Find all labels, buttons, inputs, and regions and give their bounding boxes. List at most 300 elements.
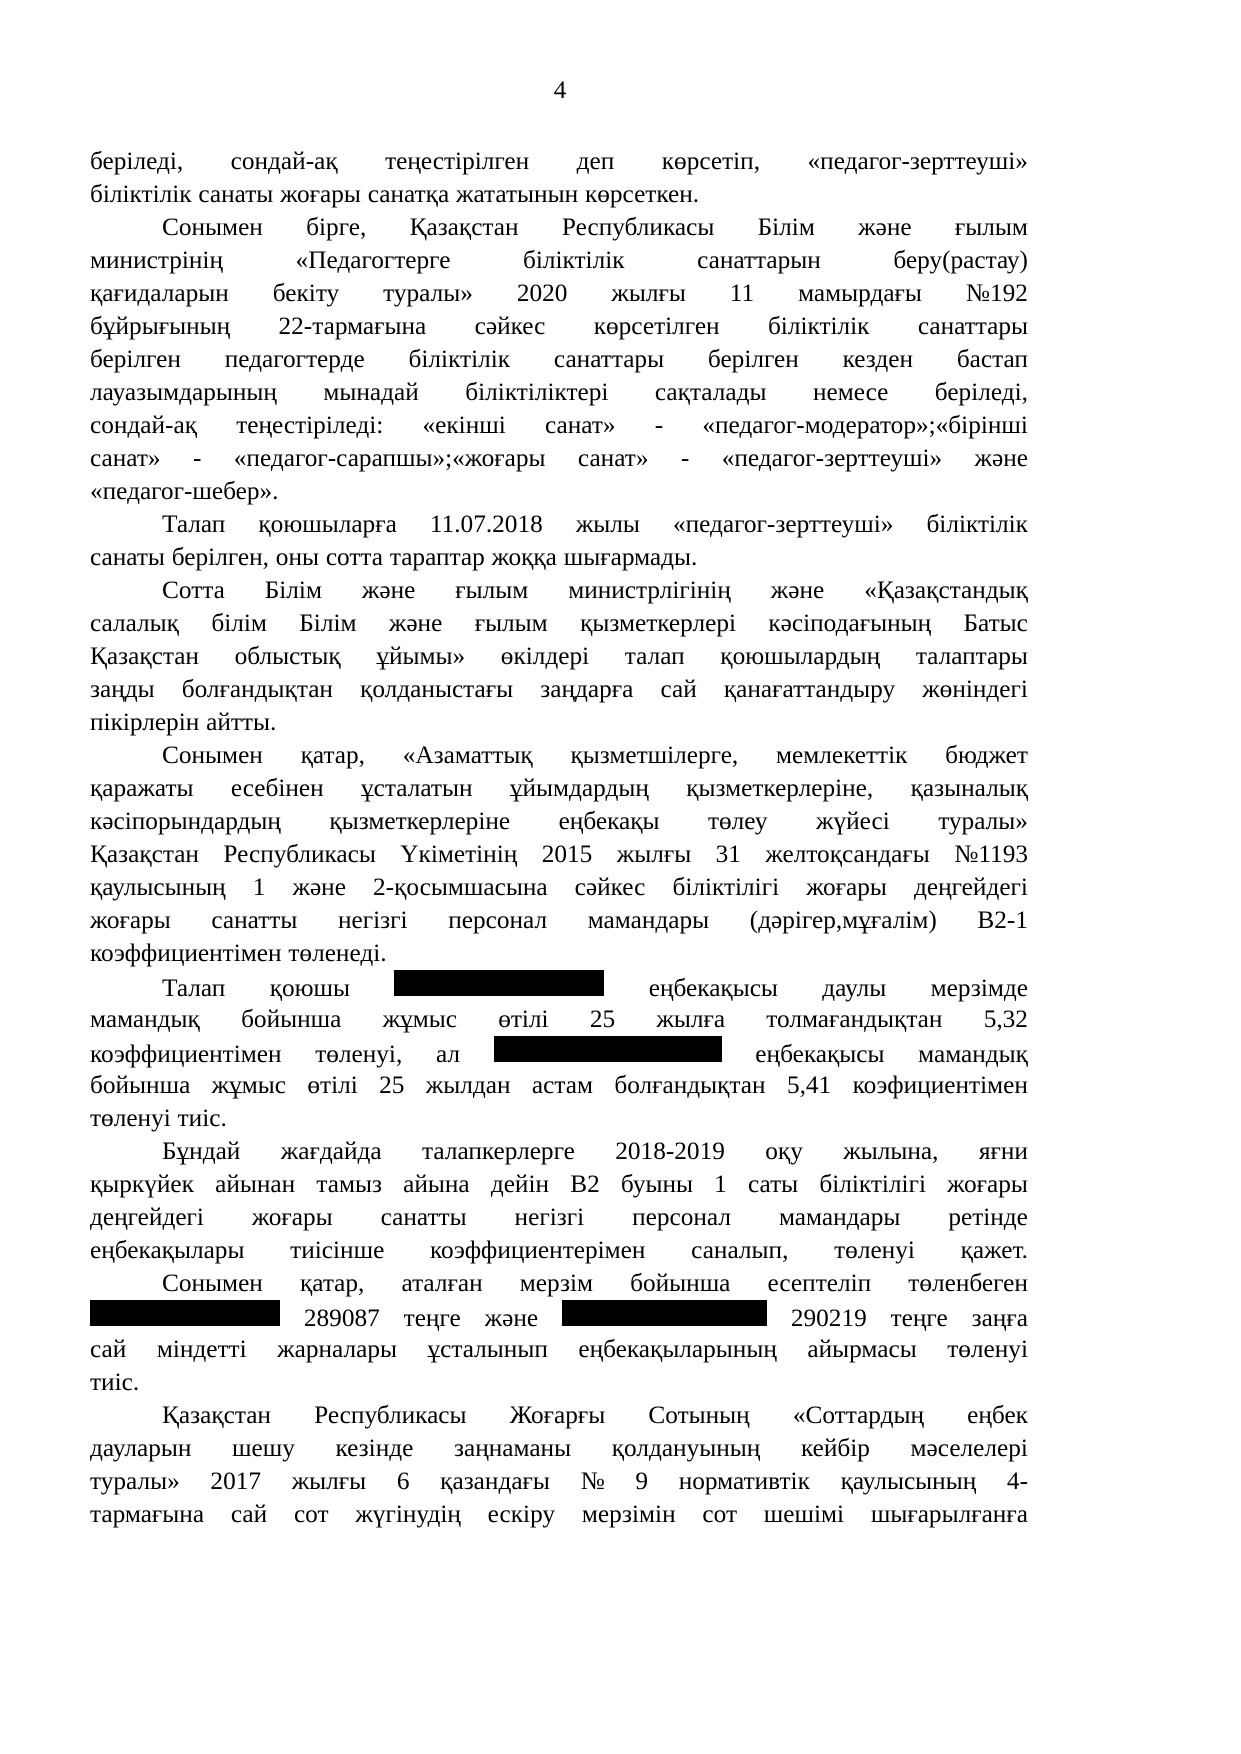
text-line [90,1003,1028,1036]
word: еңбекақыларының [578,1335,777,1363]
word: жылы [575,510,640,538]
word: біліктілік [408,345,511,373]
word: талапкерлерге [422,1137,575,1165]
text-line [90,904,1028,937]
text-line [90,145,1028,178]
word: қоюшылардың [720,642,881,670]
word: қоюшыларға [258,510,397,538]
word: санат» [544,411,616,439]
word: талаптары [915,642,1028,670]
word: өкілдері [500,642,590,670]
text-line [90,607,1028,640]
word: дауларын [90,1434,192,1462]
word: төленуі [947,1335,1028,1363]
word: ғылым [455,576,529,604]
word: персонал [448,906,548,934]
word: аталған [401,1269,483,1297]
text-line [90,706,1028,739]
word: жоғары [251,1203,333,1231]
word: ұсталынып [427,1335,548,1363]
word: персонал [632,1203,731,1231]
word: санат» [577,444,649,472]
word: Қазақстан [409,213,519,241]
word: Бұндай [162,1137,241,1165]
word: мынадай [323,378,419,406]
word: біліктіліктері [465,378,609,406]
word: «Педагогтерге [295,246,451,274]
word: мамандық [90,1005,200,1033]
word: төленеді. [288,939,387,967]
word: 2018-2019 [615,1137,725,1165]
word: заңдарға [540,675,634,703]
word: бастап [956,345,1028,373]
text-line [90,1300,1028,1333]
text-line [90,1102,1028,1135]
word: сақталады [654,378,767,406]
word: негізгі [337,906,408,934]
word: мәселелері [910,1434,1028,1462]
word: ескіру [487,1500,556,1528]
word: ал [435,1040,461,1068]
word: 5,32 [983,1005,1028,1033]
word: көрсеткен. [584,180,700,208]
word: тармағына [90,1500,205,1528]
word: Батыс [963,609,1028,637]
word: жылдан [425,1071,511,1099]
word: төленбеген [908,1269,1028,1297]
word: сәйкес [574,873,646,901]
redacted-name [562,1300,767,1326]
word: 25 [379,1071,405,1099]
word: сондай-ақ [90,411,197,439]
word: Республикасы [561,213,715,241]
text-line [90,1234,1028,1267]
word: жарналары [277,1335,397,1363]
word: қатар, [299,1269,365,1297]
text-line [90,1432,1028,1465]
word: мерзімде [930,974,1028,1002]
word: 2017 [210,1467,262,1495]
page-number: 4 [553,77,567,104]
text-line [90,376,1028,409]
word: санаты [198,180,274,208]
word: айтты. [206,708,277,736]
word: бойынша [241,1005,342,1033]
word: дейін [490,1170,550,1198]
word: Қазақстан [90,642,199,670]
word: жүйесі [815,807,890,835]
word: біліктілік [926,510,1028,538]
word: заңды [90,675,155,703]
word: мамандары [778,1203,901,1231]
word: кезінде [335,1434,414,1462]
word: 1 [714,1170,727,1198]
word: тиіс. [90,1368,140,1396]
word: тиіс. [177,1104,227,1132]
word: толмағандықтан [766,1005,943,1033]
word: қазандағы [440,1467,550,1495]
word: 11 [729,279,755,307]
word: өтілі [498,1005,549,1033]
word: санаттары [917,312,1028,340]
word: Білім [264,576,322,604]
word: болғандықтан [614,1071,766,1099]
word: біліктілік [90,180,192,208]
word: ұйымдардың [509,774,649,802]
word: және [770,576,825,604]
word: Сотта [162,576,225,604]
word: және [361,576,416,604]
word: біліктілік [522,246,625,274]
word: жоққа [491,543,557,571]
redacted-name [90,1300,280,1326]
word: Талап [162,974,226,1002]
word: төленуі [90,1104,171,1132]
word: «педагог-шебер». [90,477,279,505]
word: Білім [299,609,357,637]
word: сот [293,1500,329,1528]
word: лауазымдарының [90,378,277,406]
word: кейбір [800,1434,870,1462]
word: салалық [90,609,179,637]
word: 289087 [303,1304,380,1332]
word: Сонымен [162,741,263,769]
word: шешу [232,1434,295,1462]
word: беру(растау) [893,246,1028,274]
word: және [484,1304,539,1332]
text-line [90,805,1028,838]
word: сәйкес [474,312,546,340]
word: Республикасы [314,1401,467,1429]
text-line [90,409,1028,442]
word: сай [230,1500,268,1528]
text-line [90,1366,1028,1399]
word: айынан [215,1170,296,1198]
word: және [292,873,346,901]
word: В2 [570,1170,600,1198]
word: «педагог-модератор»;«бірінші [702,411,1028,439]
word: санаттары [553,345,665,373]
word: кәсіподағының [768,609,932,637]
text-line [90,475,1028,508]
word: қызметкерлері [580,609,737,637]
word: 25 [589,1005,616,1033]
word: № [580,1467,605,1495]
text-line [90,1201,1028,1234]
word: теңге [890,1304,948,1332]
word: саналып, [691,1236,789,1264]
word: туралы» [90,1467,180,1495]
word: біліктілік [767,312,870,340]
word: коэффициентімен [90,939,282,967]
word: талап [624,642,685,670]
word: жоғары [806,873,887,901]
word: білім [211,609,267,637]
word: «Азаматтық [402,741,533,769]
word: шешімі [763,1500,845,1528]
word: қазыналық [910,774,1028,802]
word: қызметкерлеріне [329,807,511,835]
word: «екінші [422,411,506,439]
word: педагогтерде [224,345,365,373]
word: жүгінудің [355,1500,461,1528]
word: қаражаты [90,774,194,802]
word: сондай-ақ [230,147,338,175]
redacted-name [494,1036,722,1062]
word: тиісінше [290,1236,385,1264]
word: қаулысының [840,1467,977,1495]
word: тамыз [316,1170,382,1198]
word: кәсіпорындардың [90,807,281,835]
word: «Қазақстандық [864,576,1028,604]
word: жоғары [280,180,361,208]
word: Үкіметінің [400,840,518,868]
word: теңге [403,1304,461,1332]
word: біліктілігі [819,1170,926,1198]
word: еңбекақылары [90,1236,245,1264]
word: шығармады. [563,543,698,571]
word: буыны [620,1170,693,1198]
word: қызметшілерге, [570,741,739,769]
word: (дәрігер,мұғалім) [749,906,937,934]
word: ұйымы» [376,642,466,670]
text-line [90,1168,1028,1201]
word: берілген, [171,543,269,571]
word: ретінде [948,1203,1028,1231]
word: 22-тармағына [278,312,427,340]
word: мамандары [587,906,710,934]
word: шығарылғанға [870,1500,1028,1528]
word: Сотының [648,1401,750,1429]
text-line [90,937,1028,970]
word: теңестірілген [385,147,530,175]
word: даулы [822,974,887,1002]
word: беріледі, [90,147,184,175]
word: өтілі [307,1071,358,1099]
text-line [90,442,1028,475]
text-line [90,541,1028,574]
word: санатты [211,906,298,934]
word: саты [748,1170,799,1198]
word: жоғары [90,906,171,934]
word: беріледі, [934,378,1028,406]
word: деп [576,147,615,175]
word: оқу [765,1137,803,1165]
word: коэффициентімен [90,1040,282,1068]
text-line [90,739,1028,772]
word: жылына, [843,1137,939,1165]
word: Талап [162,510,226,538]
redacted-name [394,970,604,996]
text-line [90,244,1028,277]
text-line [90,343,1028,376]
text-line [90,574,1028,607]
word: №1193 [954,840,1028,868]
word: туралы» [938,807,1028,835]
word: еңбек [967,1401,1028,1429]
word: болғандықтан [181,675,333,703]
word: 5,41 [786,1071,832,1099]
word: жылға [656,1005,726,1033]
word: деңгейдегі [914,873,1028,901]
word: есебінен [230,774,324,802]
text-line [90,1036,1028,1069]
word: 2015 [541,840,593,868]
word: төленуі [834,1236,915,1264]
word: қолданыстағы [360,675,514,703]
word: қызметкерлеріне, [686,774,874,802]
word: сот [702,1500,738,1528]
word: 6 [396,1467,410,1495]
word: қажет. [960,1236,1028,1264]
word: қолдануының [611,1434,761,1462]
word: Жоғарғы [509,1401,606,1429]
text-line [90,970,1028,1003]
word: Сонымен [162,1269,263,1297]
word: жылғы [291,1467,367,1495]
word: берілген [707,345,799,373]
word: ғылым [954,213,1028,241]
text-line [90,1498,1028,1531]
word: қанағаттандыру [723,675,896,703]
word: жылғы [616,840,692,868]
text-line [90,1069,1028,1102]
word: желтоқсандағы [765,840,930,868]
word: - [192,444,202,472]
text-line [90,310,1028,343]
text-line [90,772,1028,805]
word: нормативтік [678,1467,810,1495]
word: еңбекақы [558,807,660,835]
word: облыстық [234,642,341,670]
text-line [90,1333,1028,1366]
word: жөніндегі [922,675,1028,703]
text-line [90,640,1028,673]
text-line [90,1267,1028,1300]
word: кезден [842,345,913,373]
word: заңнаманы [453,1434,572,1462]
word: көрсетілген [593,312,720,340]
word: төленуі, [315,1040,403,1068]
text-line [90,1135,1028,1168]
word: мамырдағы [798,279,922,307]
word: мерзім [519,1269,593,1297]
word: еңбекақысы [755,1040,885,1068]
word: - [654,411,664,439]
word: министрінің [90,246,223,274]
word: астам [531,1071,593,1099]
word: «педагог-зерттеуші» [672,510,894,538]
word: 4- [1006,1467,1028,1495]
word: көрсетіп, [661,147,761,175]
word: жоғары [947,1170,1028,1198]
text-line [90,673,1028,706]
word: - [680,444,690,472]
word: «педагог-зерттеуші» [721,444,943,472]
word: деңгейдегі [90,1203,204,1231]
text-line [90,508,1028,541]
word: теңестіріледі: [236,411,384,439]
word: қаулысының [90,873,226,901]
word: 31 [715,840,741,868]
word: «педагог-сарапшы»;«жоғары [233,444,546,472]
word: санаты [90,543,165,571]
word: сотта [325,543,384,571]
word: мамандық [918,1040,1028,1068]
word: туралы» [383,279,473,307]
word: жұмыс [211,1071,287,1099]
word: санат» [90,444,161,472]
word: 2-қосымшасына [373,873,548,901]
word: бойынша [90,1071,191,1099]
word: 9 [635,1467,649,1495]
word: еңбекақысы [648,974,778,1002]
word: негізгі [514,1203,585,1231]
word: санаттарын [697,246,821,274]
word: немесе [812,378,889,406]
word: сай [660,675,697,703]
word: және [858,213,912,241]
word: ұсталатын [361,774,473,802]
word: және [974,444,1028,472]
text-line [90,211,1028,244]
word: және [388,609,443,637]
word: №192 [965,279,1028,307]
text-line [90,838,1028,871]
word: міндетті [156,1335,247,1363]
word: бюджет [945,741,1028,769]
word: 11.07.2018 [429,510,543,538]
word: оны [275,543,319,571]
word: мемлекеттік [776,741,908,769]
text-line [90,1465,1028,1498]
word: санатқа [367,180,450,208]
word: «педагог-зерттеуші» [807,147,1028,175]
word: ғылым [474,609,548,637]
word: Қазақстан [90,840,199,868]
text-line [90,178,1028,211]
word: берілген [90,345,181,373]
word: 290219 [790,1304,867,1332]
word: «Соттардың [792,1401,925,1429]
word: Сонымен [162,213,263,241]
word: қағидаларын [90,279,229,307]
word: заңға [971,1304,1028,1332]
word: Білім [757,213,815,241]
document-body [90,145,1028,1531]
word: бойынша [630,1269,731,1297]
word: Қазақстан [162,1401,271,1429]
word: пікірлерін [90,708,200,736]
word: төлеу [707,807,768,835]
text-line [90,277,1028,310]
text-line [90,1399,1028,1432]
word: жағдайда [280,1137,382,1165]
word: жұмыс [382,1005,457,1033]
word: санатты [380,1203,467,1231]
word: В2-1 [977,906,1028,934]
word: яғни [978,1137,1028,1165]
word: 2020 [516,279,568,307]
word: бірге, [306,213,367,241]
word: бекіту [272,279,340,307]
word: жылғы [611,279,686,307]
word: айырмасы [807,1335,917,1363]
word: коэфициентімен [852,1071,1028,1099]
word: тараптар [389,543,485,571]
word: мерзімін [581,1500,676,1528]
word: бұйрығының [90,312,231,340]
